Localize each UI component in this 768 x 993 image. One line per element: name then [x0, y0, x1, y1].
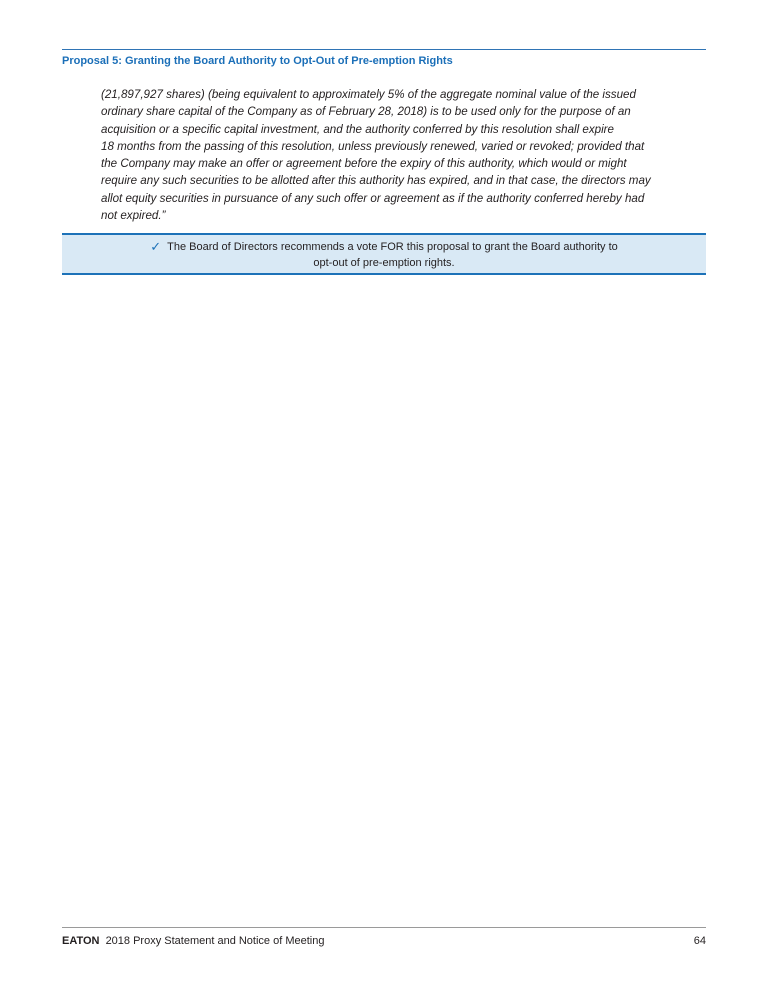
footer-document-title: [62, 934, 324, 948]
resolution-text: [101, 86, 709, 224]
resolution-line: acquisition or a specific capital investment, and the authority conferred by this resolution shall expire: [101, 122, 614, 136]
page-number: 64: [693, 935, 706, 947]
footer-brand: EATON: [62, 935, 100, 947]
recommendation-text-1: The Board of Directors recommends a vote FOR this proposal to grant the Board authority to: [167, 241, 618, 253]
board-recommendation-box: [62, 233, 706, 275]
resolution-line: the Company may make an offer or agreement before the expiry of this authority, which would or might: [101, 157, 627, 171]
resolution-line: allot equity securities in pursuance of any such offer or agreement as if the authority conferred hereby had: [101, 191, 645, 205]
resolution-line: not expired.”: [101, 209, 166, 223]
recommendation-line-1: [62, 240, 706, 255]
resolution-line: ordinary share capital of the Company as of February 28, 2018) is to be used only for the purpose of an: [101, 105, 631, 119]
footer-title: 2018 Proxy Statement and Notice of Meeting: [105, 935, 325, 947]
checkmark-icon: ✓: [150, 240, 162, 255]
resolution-line: require any such securities to be allotted after this authority has expired, and in that case, the directors may: [101, 174, 651, 188]
resolution-line: (21,897,927 shares) (being equivalent to approximately 5% of the aggregate nominal value of the issued: [101, 88, 636, 101]
section-title: Proposal 5: Granting the Board Authority to Opt-Out of Pre-emption Rights: [62, 55, 453, 67]
resolution-line: 18 months from the passing of this resolution, unless previously renewed, varied or revoked; provided that: [101, 139, 645, 153]
recommendation-line-2: opt-out of pre-emption rights.: [313, 257, 455, 269]
header-rule: [62, 49, 706, 50]
footer-rule: [62, 927, 706, 928]
